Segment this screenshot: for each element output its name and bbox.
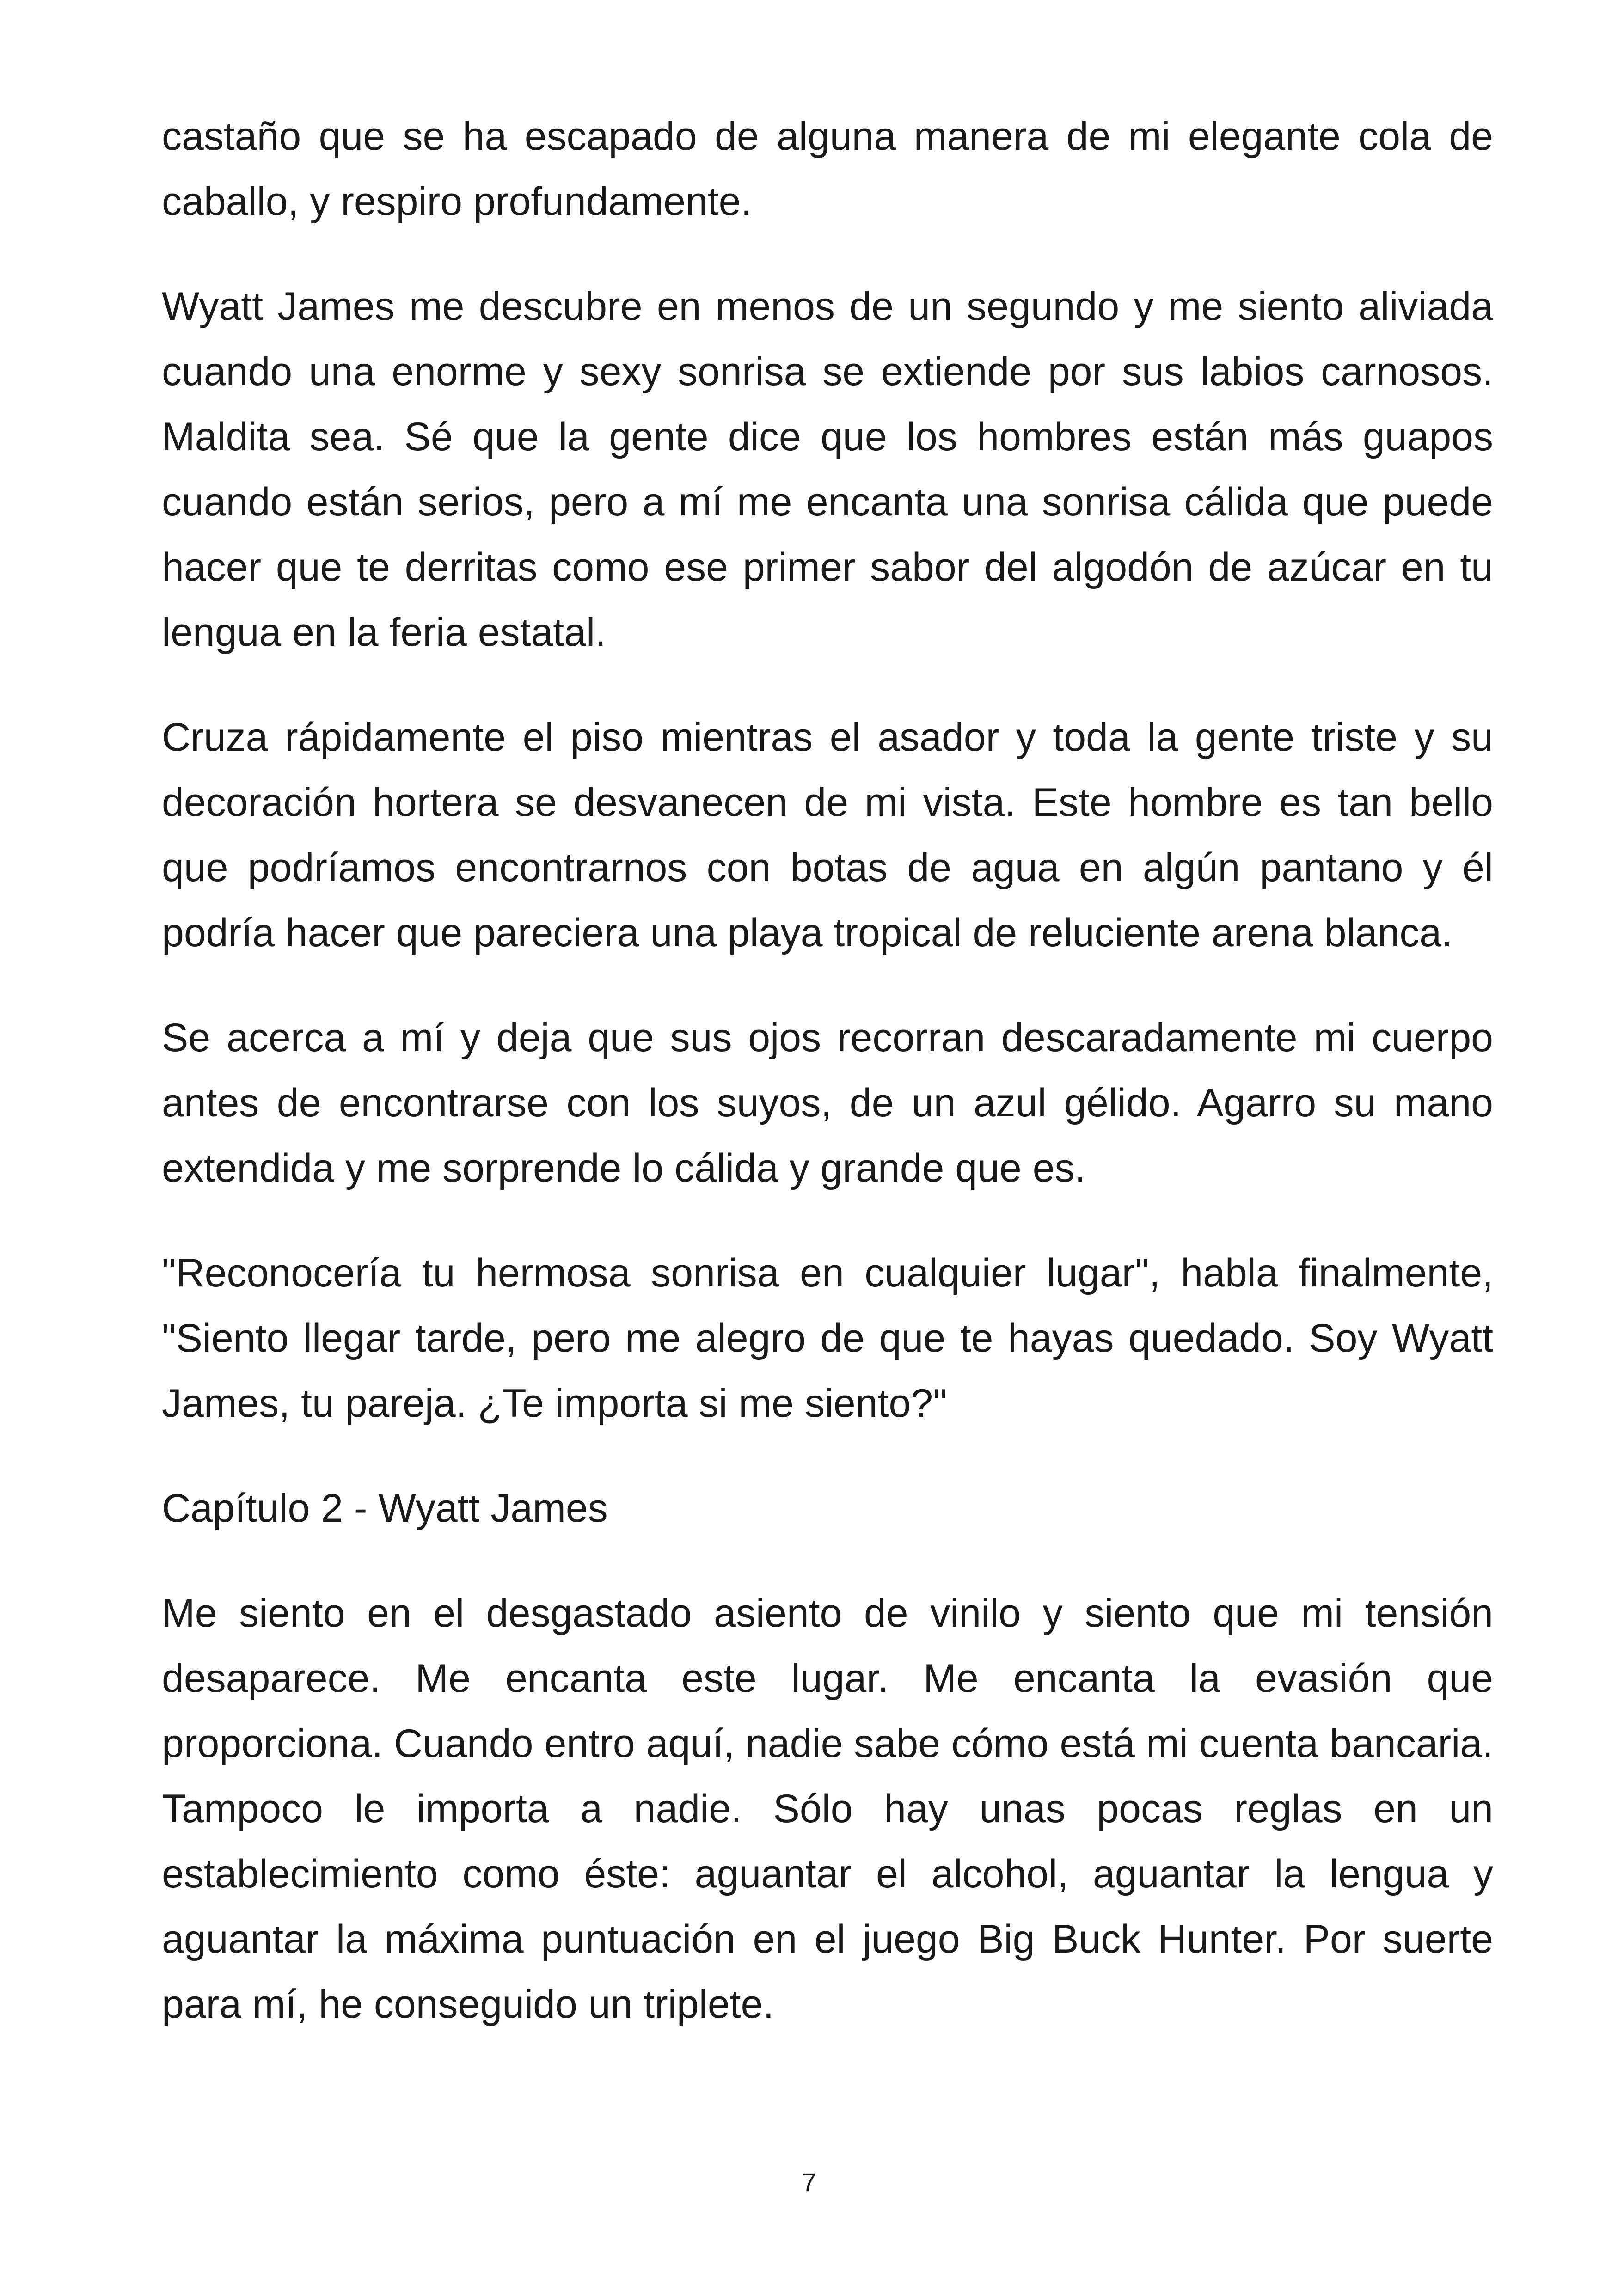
paragraph: Me siento en el desgastado asiento de vinilo y siento que mi tensión desaparece. Me encanta este lugar. Me encanta la evasión que proporciona. Cuando entro aquí, nadie sabe cómo está mi cuenta bancaria. Tampoco le importa a nadie. Sólo hay unas pocas reglas en un establecimiento como éste: aguantar el alcohol, aguantar la lengua y aguantar la máxima puntuación en el juego Big Buck Hunter. Por suerte para mí, he conseguido un triplete. (162, 1591, 1493, 2027)
paragraph: Se acerca a mí y deja que sus ojos recorran descaradamente mi cuerpo antes de encontrarse con los suyos, de un azul gélido. Agarro su mano extendida y me sorprende lo cálida y grande que es. (162, 1016, 1493, 1190)
paragraph: Wyatt James me descubre en menos de un segundo y me siento aliviada cuando una enorme y sexy sonrisa se extiende por sus labios carnosos. Maldita sea. Sé que la gente dice que los hombres están más guapos cuando están serios, pero a mí me encanta una sonrisa cálida que puede hacer que te derritas como ese primer sabor del algodón de azúcar en tu lengua en la feria estatal. (162, 284, 1493, 655)
paragraph: castaño que se ha escapado de alguna manera de mi elegante cola de caballo, y respiro profundamente. (162, 114, 1493, 224)
body-text (162, 104, 1493, 2077)
paragraph: Cruza rápidamente el piso mientras el asador y toda la gente triste y su decoración hortera se desvanecen de mi vista. Este hombre es tan bello que podríamos encontrarnos con botas de agua en algún pantano y él podría hacer que pareciera una playa tropical de reluciente arena blanca. (162, 715, 1493, 955)
chapter-heading: Capítulo 2 - Wyatt James (162, 1486, 608, 1531)
paragraph: "Reconocería tu hermosa sonrisa en cualquier lugar", habla finalmente, "Siento llegar tarde, pero me alegro de que te hayas quedado. Soy Wyatt James, tu pareja. ¿Te importa si me siento?" (162, 1251, 1493, 1426)
page-number: 7 (802, 2167, 816, 2197)
